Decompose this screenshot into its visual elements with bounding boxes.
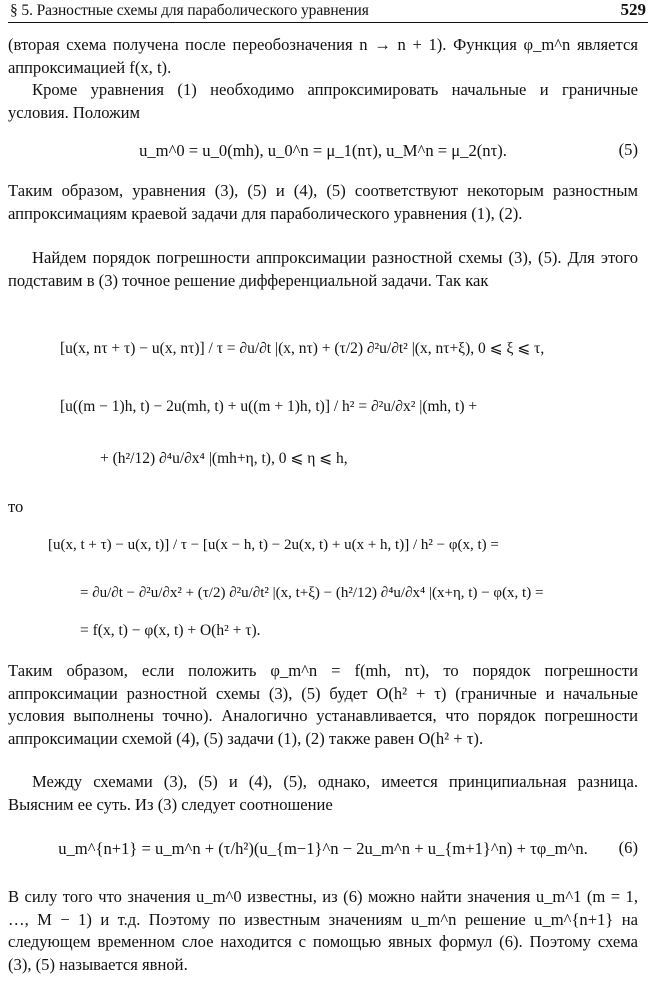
- paragraph-2: Кроме уравнения (1) необходимо аппроксимировать начальные и граничные условия. Положим: [8, 80, 638, 122]
- equation-5-label: (5): [618, 140, 638, 159]
- paragraph-6: Между схемами (3), (5) и (4), (5), однако, имеется принципиальная разница. Выясним ее суть. Из (3) следует соотношение: [8, 772, 638, 814]
- paragraph-3: Таким образом, уравнения (3), (5) и (4), (5) соответствуют некоторым разностным аппроксимациям краевой задачи для параболического уравнения (1), (2).: [8, 181, 638, 223]
- equation-substitution-c: = f(x, t) − φ(x, t) + O(h² + τ).: [80, 622, 261, 639]
- paragraph-4: Найдем порядок погрешности аппроксимации разностной схемы (3), (5). Для этого подставим в (3) точное решение дифференциальной задачи. Так как: [8, 248, 638, 290]
- equation-substitution-b: = ∂u/∂t − ∂²u/∂x² + (τ/2) ∂²u/∂t² |(x, t+ξ) − (h²/12) ∂⁴u/∂x⁴ |(x+η, t) − φ(x, t) =: [80, 585, 544, 601]
- page-number: 529: [620, 0, 646, 19]
- running-header: [8, 0, 648, 23]
- paragraph-7: В силу того что значения u_m^0 известны, из (6) можно найти значения u_m^1 (m = 1, …, M − 1) и т.д. Поэтому по известным значениям u_m^n решение u_m^{n+1} на следующем временном слое находится с помощью явных формул (6). Поэтому схема (3), (5) называется явной.: [8, 887, 638, 974]
- header-title: § 5. Разностные схемы для параболического уравнения: [10, 2, 369, 19]
- equation-substitution-a: [u(x, t + τ) − u(x, t)] / τ − [u(x − h, t) − 2u(x, t) + u(x + h, t)] / h² − φ(x, t) =: [48, 537, 499, 553]
- equation-time-derivative: [u(x, nτ + τ) − u(x, nτ)] / τ = ∂u/∂t |(x, nτ) + (τ/2) ∂²u/∂t² |(x, nτ+ξ), 0 ⩽ ξ ⩽ τ,: [60, 340, 545, 357]
- equation-space-derivative-a: [u((m − 1)h, t) − 2u(mh, t) + u((m + 1)h, t)] / h² = ∂²u/∂x² |(mh, t) +: [60, 398, 478, 415]
- equation-space-derivative-b: + (h²/12) ∂⁴u/∂x⁴ |(mh+η, t), 0 ⩽ η ⩽ h,: [100, 450, 348, 467]
- paragraph-5: Таким образом, если положить φ_m^n = f(mh, nτ), то порядок погрешности аппроксимации разностной схемы (3), (5) будет O(h² + τ) (граничные и начальные условия выполнены точно). Аналогично устанавливается, что порядок погрешности аппроксимации схемой (4), (5) задачи (1), (2) также равен O(h² + τ).: [8, 661, 638, 748]
- equation-6-label: (6): [618, 838, 638, 857]
- word-to: то: [8, 497, 24, 516]
- paragraph-1: (вторая схема получена после переобозначения n → n + 1). Функция φ_m^n является аппроксимацией f(x, t).: [8, 35, 638, 77]
- equation-5: u_m^0 = u_0(mh), u_0^n = μ_1(nτ), u_M^n = μ_2(nτ).: [139, 141, 507, 160]
- equation-6: u_m^{n+1} = u_m^n + (τ/h²)(u_{m−1}^n − 2u_m^n + u_{m+1}^n) + τφ_m^n.: [58, 839, 588, 858]
